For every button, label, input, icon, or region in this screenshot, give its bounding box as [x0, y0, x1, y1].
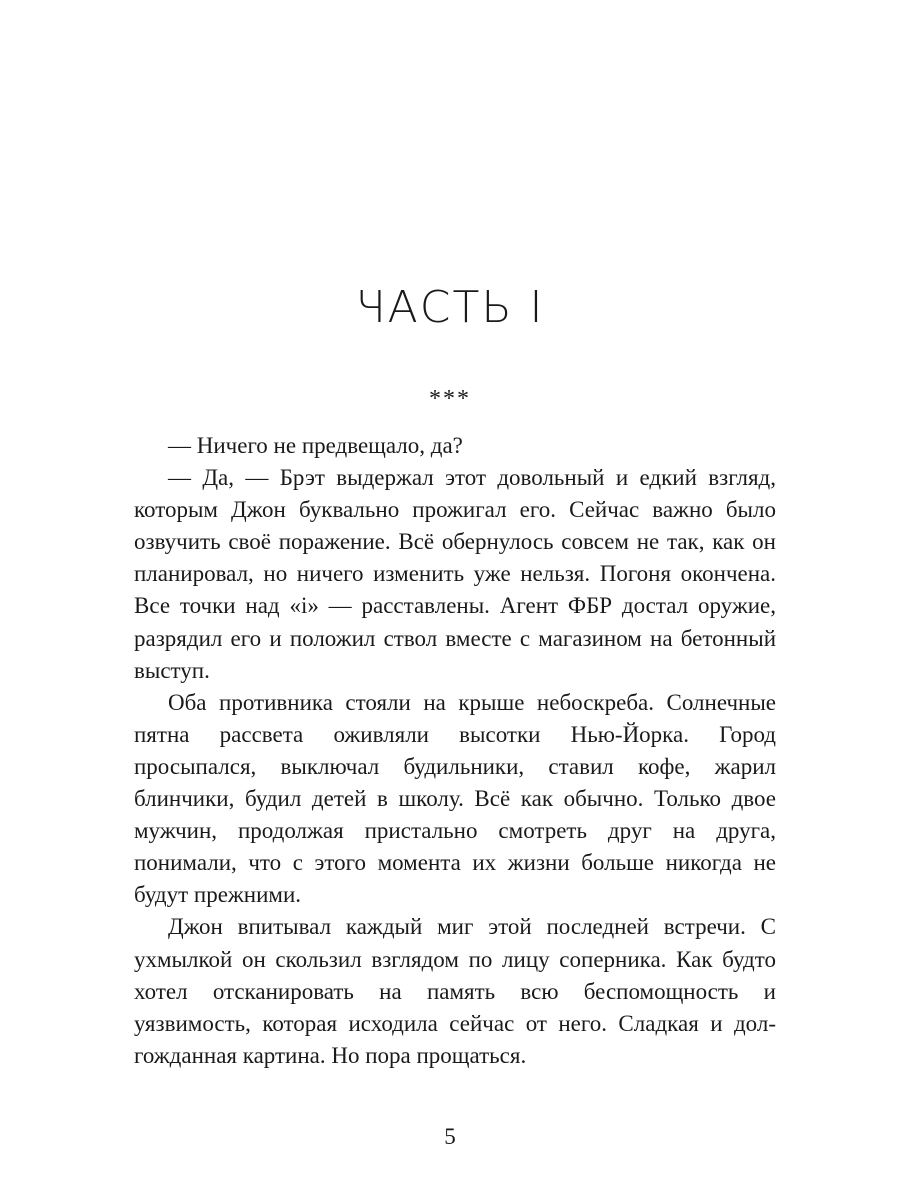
paragraph: Джон впитывал каждый миг этой последней встречи. С ухмылкой он скользил взглядом по лицу соперника. Как будто хотел отсканировать на память всю беспомощность и уязвимость, которая исходила сейчас от него. Сладкая и долгожданная картина. Но пора прощаться. — [134, 914, 776, 1068]
section-separator: *** — [429, 386, 471, 412]
paragraph: Оба противника стояли на крыше небоскреба. Солнечные пятна рассвета оживляли высотки Нью-Йорка. Город просыпался, выключал будильники, ставил кофе, жарил блинчики, будил детей в школу. Всё как обычно. Только двое мужчин, продолжая пристально смотреть друг на друга, понимали, что с этого момента их жизни больше никогда не будут прежними. — [134, 689, 776, 908]
chapter-title: ЧАСТЬ I — [355, 282, 545, 333]
paragraph: — Да, — Брэт выдержал этот довольный и едкий взгляд, которым Джон буквально прожигал его. Сейчас важно было озвучить своё поражение. Всё обернулось совсем не так, как он планировал, но ничего изменить уже нельзя. Погоня окончена. Все точки над «i» — расставлены. Агент ФБР достал оружие, разрядил его и положил ствол вместе с магазином на бетонный выступ. — [134, 465, 776, 683]
page-number: 5 — [444, 1124, 456, 1149]
paragraph: — Ничего не предвещало, да? — [168, 433, 463, 458]
body-text — [134, 430, 776, 1072]
